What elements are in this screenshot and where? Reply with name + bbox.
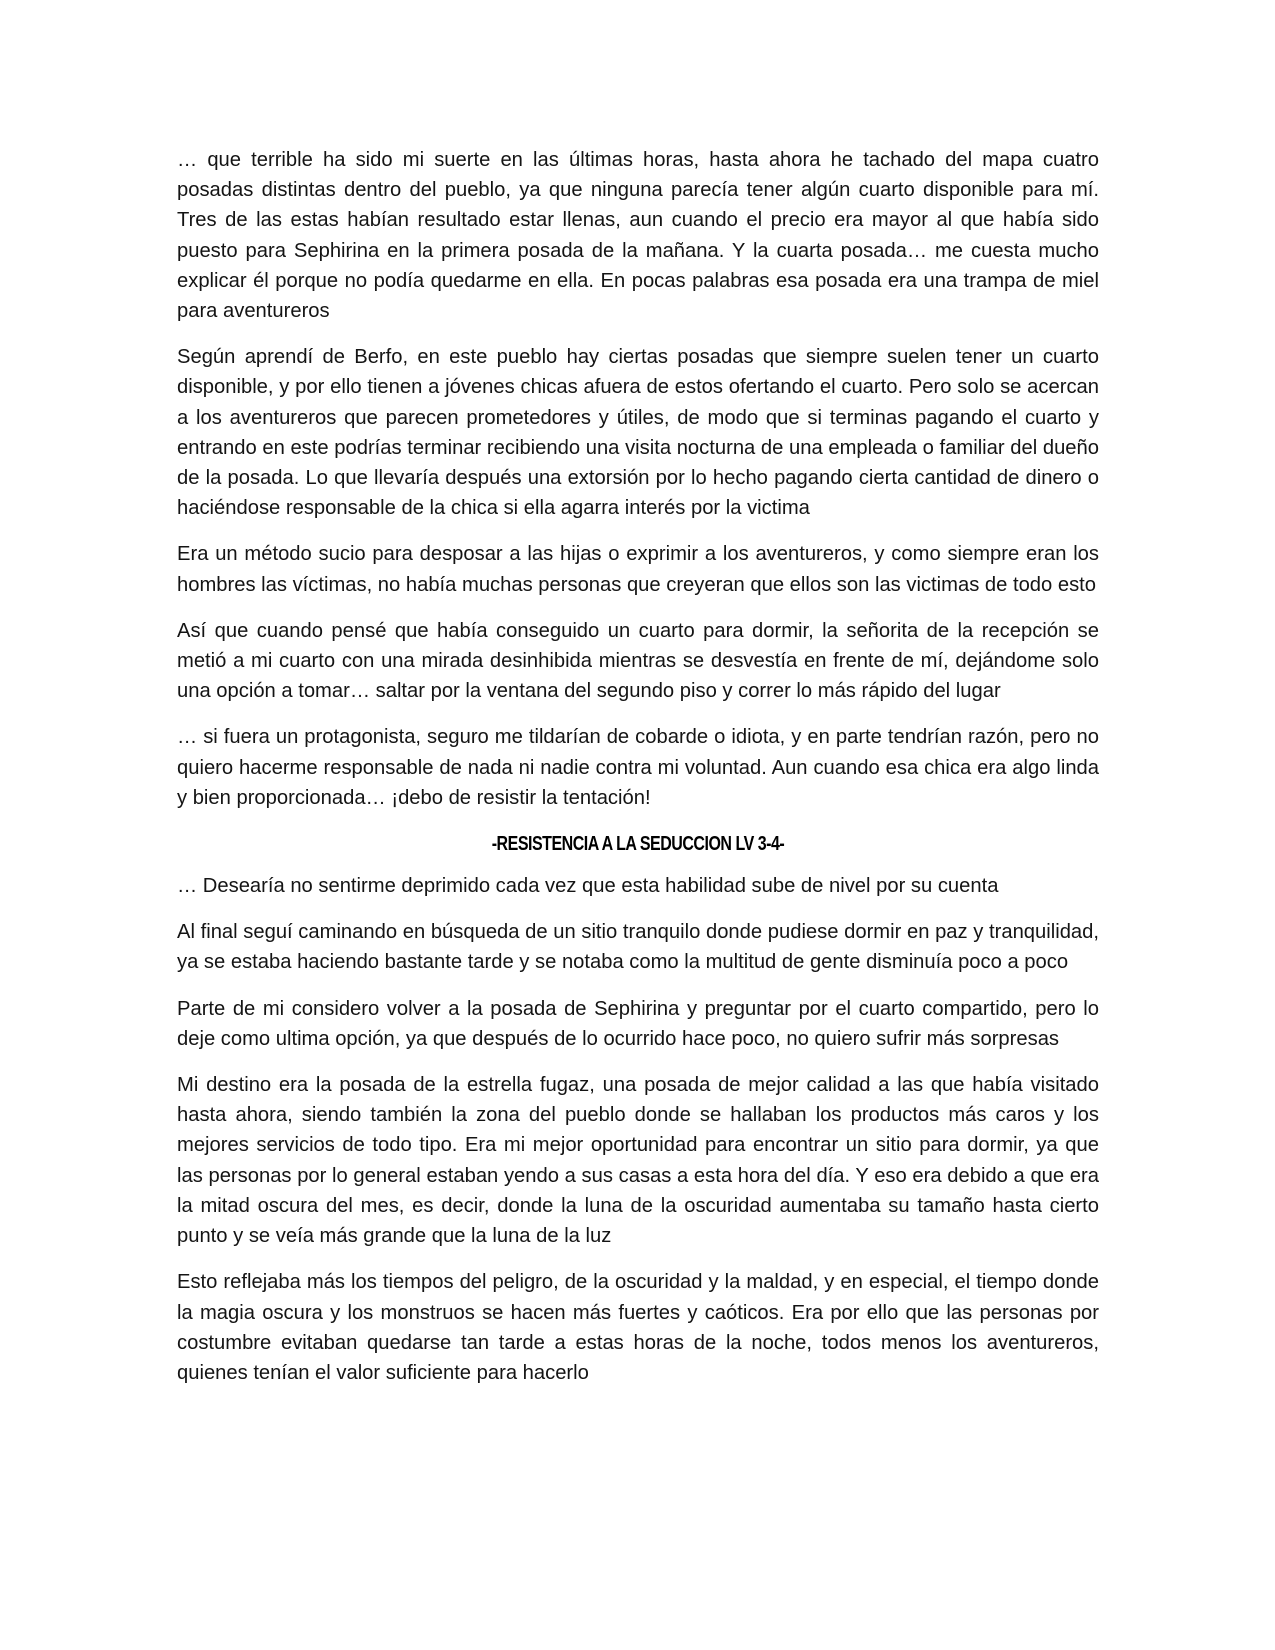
paragraph-5: … si fuera un protagonista, seguro me tildarían de cobarde o idiota, y en parte tendrían razón, pero no quiero hacerme responsable de nada ni nadie contra mi voluntad. Aun cuando esa chica era algo linda y bien proporcionada… ¡debo de resistir la tentación!: [177, 726, 1099, 809]
paragraph-8: Parte de mi considero volver a la posada de Sephirina y preguntar por el cuarto compartido, pero lo deje como ultima opción, ya que después de lo ocurrido hace poco, no quiero sufrir más sorpresas: [177, 997, 1099, 1050]
paragraph-4: Así que cuando pensé que había conseguido un cuarto para dormir, la señorita de la recepción se metió a mi cuarto con una mirada desinhibida mientras se desvestía en frente de mí, dejándome solo una opción a tomar… saltar por la ventana del segundo piso y correr lo más rápido del lugar: [177, 619, 1099, 703]
paragraph-6: … Desearía no sentirme deprimido cada vez que esta habilidad sube de nivel por su cuenta: [177, 875, 999, 898]
skill-heading: -RESISTENCIA A LA SEDUCCION LV 3-4-: [491, 833, 785, 856]
paragraph-10: Esto reflejaba más los tiempos del peligro, de la oscuridad y la maldad, y en especial, el tiempo donde la magia oscura y los monstruos se hacen más fuertes y caóticos. Era por ello que las personas por costumbre evitaban quedarse tan tarde a estas horas de la noche, todos menos los aventureros, quienes tenían el valor suficiente para hacerlo: [177, 1271, 1099, 1384]
paragraph-3: Era un método sucio para desposar a las hijas o exprimir a los aventureros, y como siempre eran los hombres las víctimas, no había muchas personas que creyeran que ellos son las victimas de todo esto: [177, 543, 1099, 596]
paragraph-2: Según aprendí de Berfo, en este pueblo hay ciertas posadas que siempre suelen tener un cuarto disponible, y por ello tienen a jóvenes chicas afuera de estos ofertando el cuarto. Pero solo se acercan a los aventureros que parecen prometedores y útiles, de modo que si terminas pagando el cuarto y entrando en este podrías terminar recibiendo una visita nocturna de una empleada o familiar del dueño de la posada. Lo que llevaría después una extorsión por lo hecho pagando cierta cantidad de dinero o haciéndose responsable de la chica si ella agarra interés por la victima: [177, 346, 1099, 520]
paragraph-1: … que terrible ha sido mi suerte en las últimas horas, hasta ahora he tachado del mapa cuatro posadas distintas dentro del pueblo, ya que ninguna parecía tener algún cuarto disponible para mí. Tres de las estas habían resultado estar llenas, aun cuando el precio era mayor al que había sido puesto para Sephirina en la primera posada de la mañana. Y la cuarta posada… me cuesta mucho explicar él porque no podía quedarme en ella. En pocas palabras esa posada era una trampa de miel para aventureros: [177, 149, 1099, 323]
document-body: [177, 145, 1099, 1404]
paragraph-9: Mi destino era la posada de la estrella fugaz, una posada de mejor calidad a las que había visitado hasta ahora, siendo también la zona del pueblo donde se hallaban los productos más caros y los mejores servicios de todo tipo. Era mi mejor oportunidad para encontrar un sitio para dormir, ya que las personas por lo general estaban yendo a sus casas a esta hora del día. Y eso era debido a que era la mitad oscura del mes, es decir, donde la luna de la oscuridad aumentaba su tamaño hasta cierto punto y se veía más grande que la luna de la luz: [177, 1074, 1099, 1248]
paragraph-7: Al final seguí caminando en búsqueda de un sitio tranquilo donde pudiese dormir en paz y tranquilidad, ya se estaba haciendo bastante tarde y se notaba como la multitud de gente disminuía poco a poco: [177, 921, 1099, 974]
